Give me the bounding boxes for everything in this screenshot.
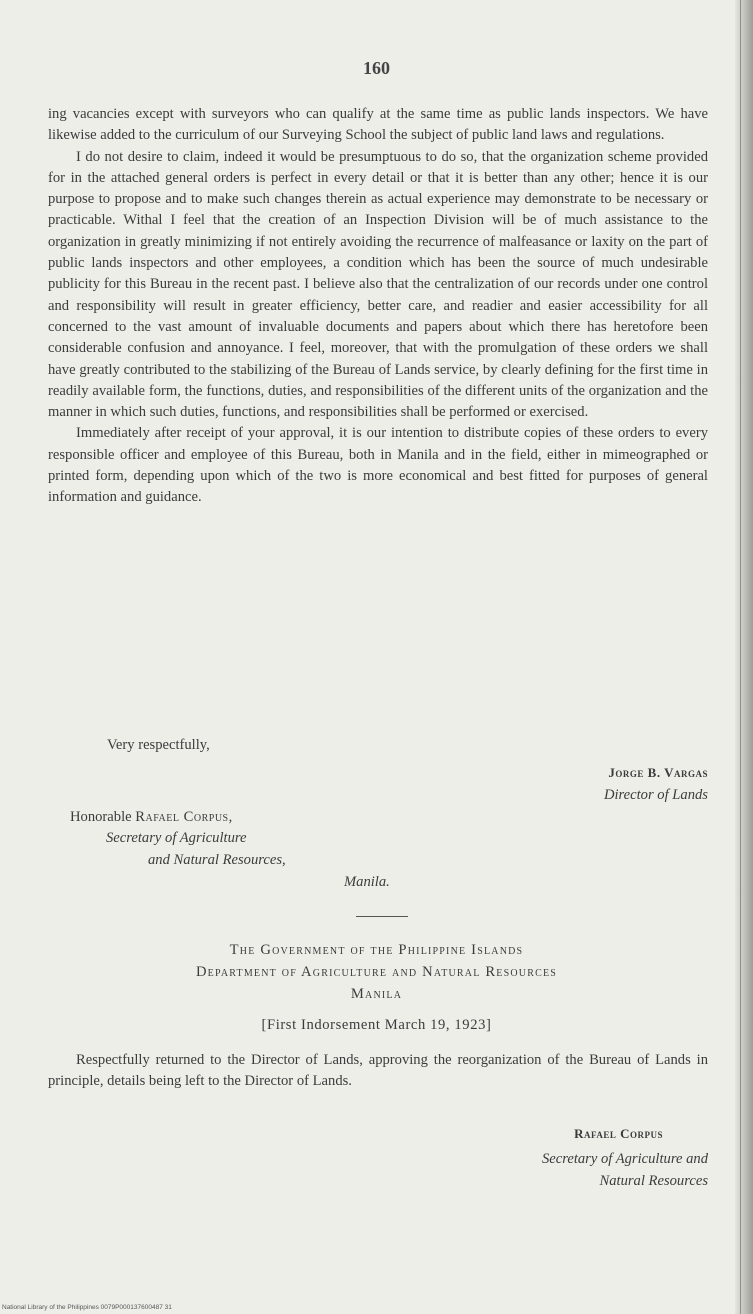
- page-edge-line: [740, 0, 741, 1314]
- signature-name-vargas: Jorge B. Vargas: [608, 765, 708, 780]
- archive-footer: National Library of the Philippines 0079P000137600487 31: [2, 1304, 172, 1311]
- signature-name-corpus: Rafael Corpus: [574, 1126, 663, 1141]
- signature-title-secretary-line1: Secretary of Agriculture and: [541, 1151, 708, 1167]
- addressee-title-line2: and Natural Resources,: [148, 852, 286, 868]
- paragraph-continuation: ing vacancies except with surveyors who can qualify at the same time as public lands inspectors. We have likewise added to the curriculum of our Surveying School the subject of public land laws and regulations.: [48, 106, 708, 144]
- header-department: Department of Agriculture and Natural Resources: [195, 964, 558, 980]
- paragraph-distribution: Immediately after receipt of your approval, it is our intention to distribute copies of these orders to every responsible officer and employee of this Bureau, both in Manila and in the field, either in mimeographed or printed form, depending upon which of the two is more economical and best fitted for purposes of general information and guidance.: [48, 425, 708, 506]
- addressee-city: Manila.: [344, 874, 390, 890]
- endorsement-text: Respectfully returned to the Director of Lands, approving the reorganization of the Bureau of Lands in principle, details being left to the Director of Lands.: [48, 1052, 708, 1090]
- section-divider: [356, 916, 408, 917]
- addressee-person: Rafael Corpus,: [135, 809, 233, 825]
- indorsement-date: [First Indorsement March 19, 1923]: [261, 1017, 492, 1033]
- header-government: The Government of the Philippine Islands: [229, 942, 524, 958]
- signature-title-secretary-line2: Natural Resources: [599, 1173, 708, 1189]
- addressee-title-line1: Secretary of Agriculture: [106, 830, 247, 846]
- closing-salutation: Very respectfully,: [107, 737, 210, 753]
- page-number: 160: [363, 58, 390, 78]
- header-city: Manila: [350, 986, 403, 1002]
- letter-body: [48, 104, 708, 509]
- addressee-prefix: Honorable: [70, 809, 132, 825]
- page-edge-shadow: [735, 0, 753, 1314]
- paragraph-organization-scheme: I do not desire to claim, indeed it would be presumptuous to do so, that the organization scheme provided for in the attached general orders is perfect in every detail or that it is better than any other; hence it is our purpose to propose and to make such changes therein as actual experience may demonstrate to be necessary or practicable. Withal I feel that the creation of an Inspection Division will be of much assistance to the organization in greatly minimizing if not entirely avoiding the recurrence of malfeasance or laxity on the part of public lands inspectors and other employees, a condition which has been the source of much undesirable publicity for this Bureau in the recent past. I believe also that the centralization of our records under one control and responsibility will result in greater efficiency, better care, and readier and easier accessibility for all concerned to the vast amount of invaluable documents and papers about which there has heretofore been considerable confusion and annoyance. I feel, moreover, that with the promulgation of these orders we shall have greatly contributed to the stabilizing of the Bureau of Lands service, by clearly defining for the first time in readily available form, the functions, duties, and responsibilities of the different units of the organization and the manner in which such duties, functions, and responsibilities shall be performed or exercised.: [48, 148, 708, 421]
- signature-title-director: Director of Lands: [603, 787, 708, 803]
- addressee-name: [70, 809, 233, 826]
